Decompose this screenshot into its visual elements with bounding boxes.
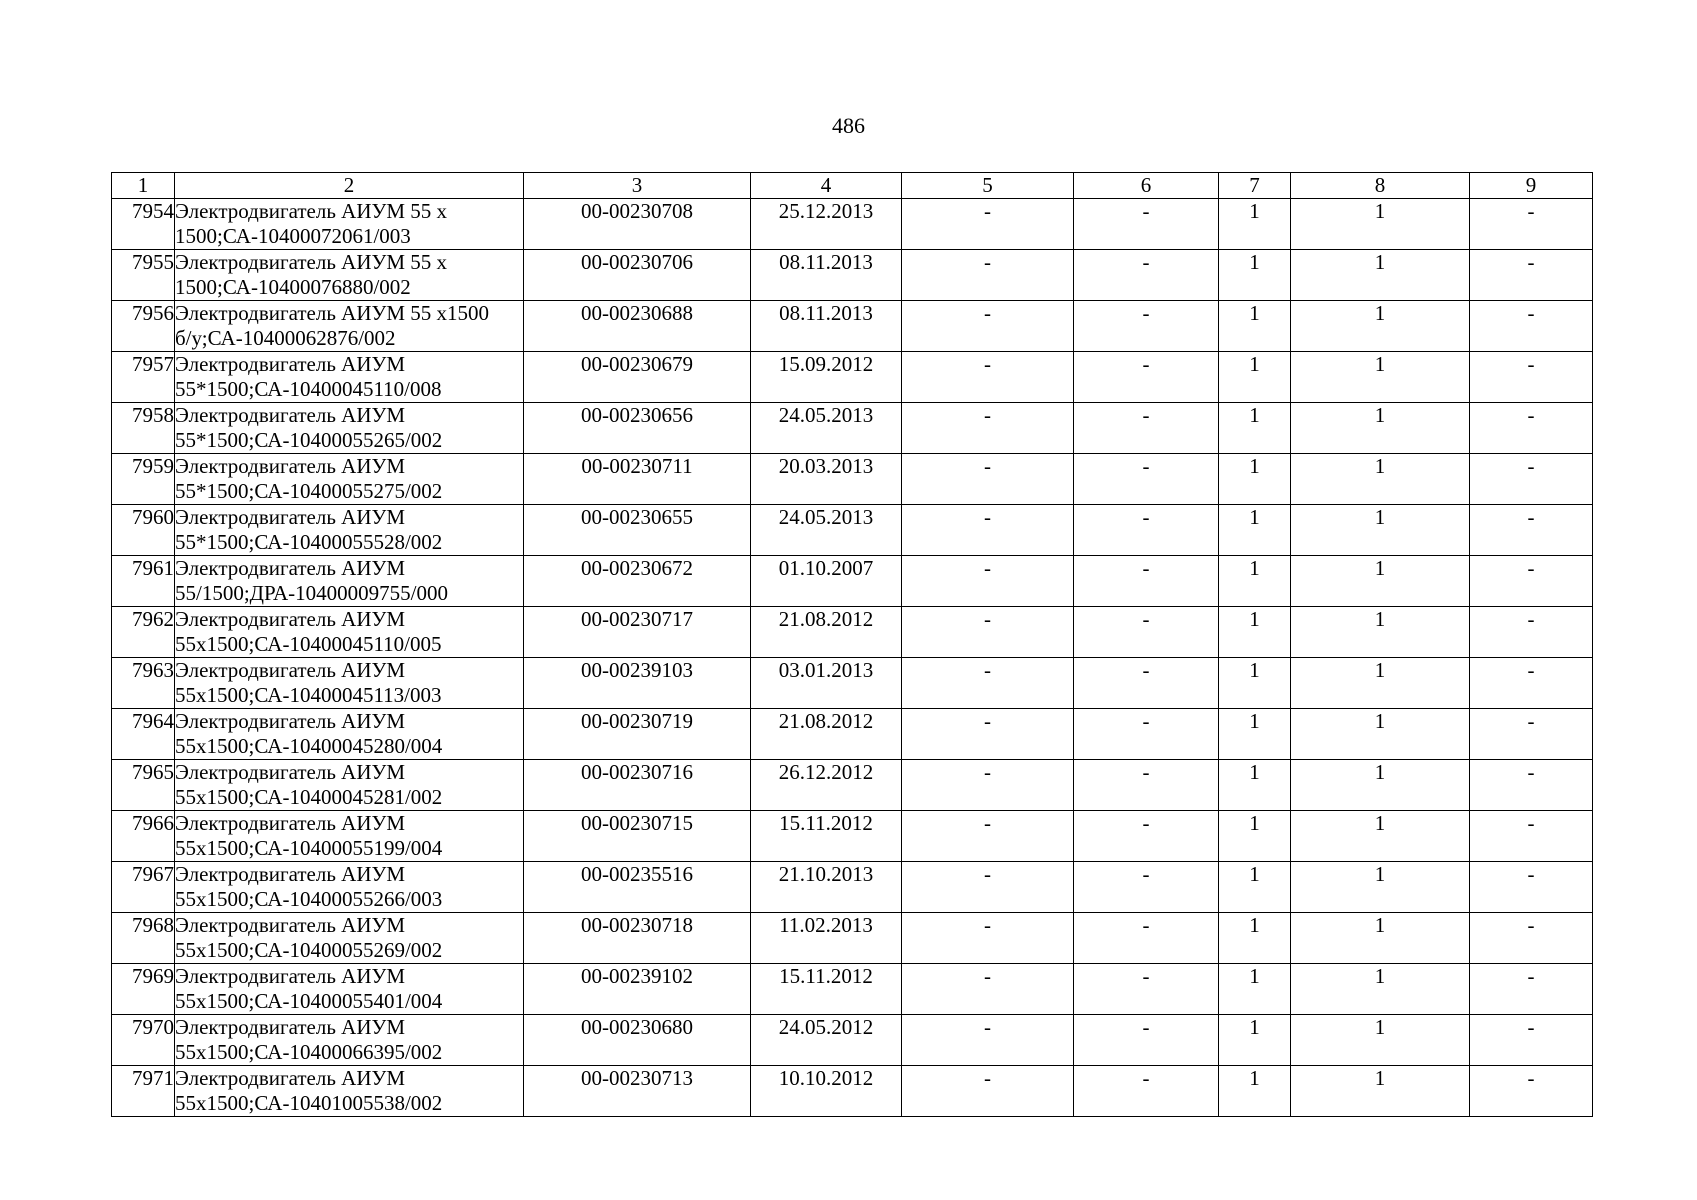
column-8-cell: 1 xyxy=(1291,250,1470,301)
column-5-cell: - xyxy=(902,1015,1074,1066)
column-6-cell: - xyxy=(1074,454,1219,505)
column-9-cell: - xyxy=(1470,709,1593,760)
item-name-cell xyxy=(175,454,524,505)
item-name-cell xyxy=(175,556,524,607)
item-name-line-2: 55*1500;СА-10400055528/002 xyxy=(175,529,443,554)
item-name-line-1: Электродвигатель АИУМ xyxy=(175,964,406,988)
item-name-line-1: Электродвигатель АИУМ xyxy=(175,862,406,886)
item-name-line-1: Электродвигатель АИУМ xyxy=(175,556,406,580)
table-header xyxy=(112,173,1593,199)
column-6-cell: - xyxy=(1074,250,1219,301)
row-number-cell: 7955 xyxy=(112,250,175,301)
column-5-cell: - xyxy=(902,862,1074,913)
item-name-cell xyxy=(175,1015,524,1066)
column-9-cell: - xyxy=(1470,505,1593,556)
inventory-code-cell: 00-00230713 xyxy=(524,1066,751,1117)
inventory-code-cell: 00-00230688 xyxy=(524,301,751,352)
column-8-cell: 1 xyxy=(1291,301,1470,352)
item-name-line-2: 55*1500;СА-10400045110/008 xyxy=(175,376,442,401)
table-row xyxy=(112,250,1593,301)
table-body xyxy=(112,199,1593,1117)
row-number-cell: 7962 xyxy=(112,607,175,658)
date-cell: 15.09.2012 xyxy=(751,352,902,403)
date-cell: 15.11.2012 xyxy=(751,811,902,862)
inventory-code-cell: 00-00230717 xyxy=(524,607,751,658)
column-5-cell: - xyxy=(902,709,1074,760)
row-number-cell: 7970 xyxy=(112,1015,175,1066)
column-9-cell: - xyxy=(1470,199,1593,250)
inventory-code-cell: 00-00230715 xyxy=(524,811,751,862)
column-9-cell: - xyxy=(1470,403,1593,454)
item-name-cell xyxy=(175,199,524,250)
column-7-cell: 1 xyxy=(1219,1015,1291,1066)
item-name-cell xyxy=(175,760,524,811)
column-5-cell: - xyxy=(902,811,1074,862)
item-name-line-2: б/у;СА-10400062876/002 xyxy=(175,325,396,350)
item-name-cell xyxy=(175,352,524,403)
column-7-cell: 1 xyxy=(1219,1066,1291,1117)
item-name-line-2: 55х1500;СА-10400055199/004 xyxy=(175,835,443,860)
inventory-code-cell: 00-00230719 xyxy=(524,709,751,760)
column-8-cell: 1 xyxy=(1291,913,1470,964)
column-7-cell: 1 xyxy=(1219,505,1291,556)
column-5-cell: - xyxy=(902,556,1074,607)
column-5-cell: - xyxy=(902,250,1074,301)
row-number-cell: 7966 xyxy=(112,811,175,862)
column-5-cell: - xyxy=(902,352,1074,403)
column-6-cell: - xyxy=(1074,607,1219,658)
column-header-3: 3 xyxy=(524,173,751,199)
inventory-code-cell: 00-00230656 xyxy=(524,403,751,454)
row-number-cell: 7963 xyxy=(112,658,175,709)
date-cell: 08.11.2013 xyxy=(751,301,902,352)
column-6-cell: - xyxy=(1074,352,1219,403)
column-6-cell: - xyxy=(1074,862,1219,913)
column-8-cell: 1 xyxy=(1291,505,1470,556)
column-9-cell: - xyxy=(1470,1066,1593,1117)
row-number-cell: 7968 xyxy=(112,913,175,964)
column-8-cell: 1 xyxy=(1291,658,1470,709)
item-name-cell xyxy=(175,505,524,556)
item-name-cell xyxy=(175,301,524,352)
column-8-cell: 1 xyxy=(1291,1015,1470,1066)
table-row xyxy=(112,964,1593,1015)
column-6-cell: - xyxy=(1074,964,1219,1015)
column-header-6: 6 xyxy=(1074,173,1219,199)
row-number-cell: 7957 xyxy=(112,352,175,403)
column-8-cell: 1 xyxy=(1291,607,1470,658)
column-6-cell: - xyxy=(1074,1066,1219,1117)
column-8-cell: 1 xyxy=(1291,760,1470,811)
item-name-line-1: Электродвигатель АИУМ xyxy=(175,505,406,529)
column-7-cell: 1 xyxy=(1219,811,1291,862)
item-name-line-1: Электродвигатель АИУМ xyxy=(175,709,406,733)
column-7-cell: 1 xyxy=(1219,556,1291,607)
column-header-7: 7 xyxy=(1219,173,1291,199)
column-6-cell: - xyxy=(1074,760,1219,811)
inventory-table xyxy=(111,172,1593,1117)
column-7-cell: 1 xyxy=(1219,352,1291,403)
table-row xyxy=(112,199,1593,250)
date-cell: 15.11.2012 xyxy=(751,964,902,1015)
row-number-cell: 7959 xyxy=(112,454,175,505)
column-9-cell: - xyxy=(1470,760,1593,811)
header-row xyxy=(112,173,1593,199)
table-row xyxy=(112,760,1593,811)
inventory-code-cell: 00-00239102 xyxy=(524,964,751,1015)
inventory-code-cell: 00-00239103 xyxy=(524,658,751,709)
item-name-line-2: 55х1500;СА-10400055269/002 xyxy=(175,937,443,962)
inventory-code-cell: 00-00230679 xyxy=(524,352,751,403)
inventory-code-cell: 00-00230708 xyxy=(524,199,751,250)
column-9-cell: - xyxy=(1470,607,1593,658)
column-8-cell: 1 xyxy=(1291,556,1470,607)
column-6-cell: - xyxy=(1074,658,1219,709)
column-8-cell: 1 xyxy=(1291,709,1470,760)
table-row xyxy=(112,1015,1593,1066)
item-name-line-2: 55/1500;ДРА-10400009755/000 xyxy=(175,580,448,605)
item-name-cell xyxy=(175,607,524,658)
item-name-line-1: Электродвигатель АИУМ xyxy=(175,607,406,631)
column-8-cell: 1 xyxy=(1291,1066,1470,1117)
item-name-cell xyxy=(175,709,524,760)
item-name-line-1: Электродвигатель АИУМ 55 х xyxy=(175,250,448,274)
column-5-cell: - xyxy=(902,199,1074,250)
item-name-line-2: 55х1500;СА-10400066395/002 xyxy=(175,1039,443,1064)
table-row xyxy=(112,454,1593,505)
column-header-9: 9 xyxy=(1470,173,1593,199)
inventory-code-cell: 00-00230718 xyxy=(524,913,751,964)
column-7-cell: 1 xyxy=(1219,709,1291,760)
table-row xyxy=(112,505,1593,556)
column-5-cell: - xyxy=(902,1066,1074,1117)
date-cell: 08.11.2013 xyxy=(751,250,902,301)
date-cell: 21.10.2013 xyxy=(751,862,902,913)
item-name-cell xyxy=(175,811,524,862)
table-row xyxy=(112,709,1593,760)
item-name-cell xyxy=(175,913,524,964)
item-name-line-2: 55х1500;СА-10400045281/002 xyxy=(175,784,443,809)
column-9-cell: - xyxy=(1470,454,1593,505)
column-5-cell: - xyxy=(902,964,1074,1015)
item-name-line-2: 55*1500;СА-10400055275/002 xyxy=(175,478,443,503)
row-number-cell: 7971 xyxy=(112,1066,175,1117)
column-8-cell: 1 xyxy=(1291,454,1470,505)
item-name-line-1: Электродвигатель АИУМ xyxy=(175,403,406,427)
column-6-cell: - xyxy=(1074,199,1219,250)
date-cell: 20.03.2013 xyxy=(751,454,902,505)
date-cell: 25.12.2013 xyxy=(751,199,902,250)
item-name-line-1: Электродвигатель АИУМ xyxy=(175,352,406,376)
item-name-cell xyxy=(175,862,524,913)
column-7-cell: 1 xyxy=(1219,964,1291,1015)
column-9-cell: - xyxy=(1470,964,1593,1015)
row-number-cell: 7961 xyxy=(112,556,175,607)
table-row xyxy=(112,913,1593,964)
row-number-cell: 7965 xyxy=(112,760,175,811)
table-row xyxy=(112,811,1593,862)
column-header-4: 4 xyxy=(751,173,902,199)
column-8-cell: 1 xyxy=(1291,811,1470,862)
column-8-cell: 1 xyxy=(1291,403,1470,454)
column-6-cell: - xyxy=(1074,709,1219,760)
item-name-line-1: Электродвигатель АИУМ xyxy=(175,1015,406,1039)
table-row xyxy=(112,862,1593,913)
table-row xyxy=(112,607,1593,658)
column-9-cell: - xyxy=(1470,658,1593,709)
item-name-line-1: Электродвигатель АИУМ 55 х xyxy=(175,199,448,223)
column-7-cell: 1 xyxy=(1219,250,1291,301)
date-cell: 01.10.2007 xyxy=(751,556,902,607)
column-9-cell: - xyxy=(1470,352,1593,403)
column-9-cell: - xyxy=(1470,556,1593,607)
table-row xyxy=(112,1066,1593,1117)
column-7-cell: 1 xyxy=(1219,301,1291,352)
item-name-line-1: Электродвигатель АИУМ 55 х1500 xyxy=(175,301,490,325)
column-5-cell: - xyxy=(902,607,1074,658)
row-number-cell: 7954 xyxy=(112,199,175,250)
item-name-cell xyxy=(175,250,524,301)
date-cell: 24.05.2012 xyxy=(751,1015,902,1066)
inventory-code-cell: 00-00230655 xyxy=(524,505,751,556)
item-name-cell xyxy=(175,658,524,709)
item-name-line-1: Электродвигатель АИУМ xyxy=(175,1066,406,1090)
inventory-code-cell: 00-00230706 xyxy=(524,250,751,301)
date-cell: 24.05.2013 xyxy=(751,403,902,454)
page-number: 486 xyxy=(832,113,865,138)
date-cell: 11.02.2013 xyxy=(751,913,902,964)
date-cell: 26.12.2012 xyxy=(751,760,902,811)
column-7-cell: 1 xyxy=(1219,199,1291,250)
column-6-cell: - xyxy=(1074,556,1219,607)
item-name-line-2: 55*1500;СА-10400055265/002 xyxy=(175,427,443,452)
item-name-line-2: 55х1500;СА-10401005538/002 xyxy=(175,1090,443,1115)
row-number-cell: 7967 xyxy=(112,862,175,913)
column-7-cell: 1 xyxy=(1219,454,1291,505)
column-header-2: 2 xyxy=(175,173,524,199)
column-9-cell: - xyxy=(1470,1015,1593,1066)
inventory-code-cell: 00-00230672 xyxy=(524,556,751,607)
date-cell: 03.01.2013 xyxy=(751,658,902,709)
column-7-cell: 1 xyxy=(1219,862,1291,913)
column-6-cell: - xyxy=(1074,1015,1219,1066)
column-7-cell: 1 xyxy=(1219,760,1291,811)
column-7-cell: 1 xyxy=(1219,658,1291,709)
item-name-line-1: Электродвигатель АИУМ xyxy=(175,454,406,478)
table-row xyxy=(112,658,1593,709)
column-6-cell: - xyxy=(1074,811,1219,862)
column-5-cell: - xyxy=(902,301,1074,352)
column-5-cell: - xyxy=(902,760,1074,811)
date-cell: 24.05.2013 xyxy=(751,505,902,556)
row-number-cell: 7969 xyxy=(112,964,175,1015)
column-5-cell: - xyxy=(902,454,1074,505)
column-6-cell: - xyxy=(1074,913,1219,964)
row-number-cell: 7958 xyxy=(112,403,175,454)
column-8-cell: 1 xyxy=(1291,964,1470,1015)
inventory-code-cell: 00-00230711 xyxy=(524,454,751,505)
column-6-cell: - xyxy=(1074,301,1219,352)
table-row xyxy=(112,556,1593,607)
item-name-cell xyxy=(175,1066,524,1117)
item-name-line-1: Электродвигатель АИУМ xyxy=(175,658,406,682)
column-8-cell: 1 xyxy=(1291,199,1470,250)
item-name-line-2: 55х1500;СА-10400045280/004 xyxy=(175,733,443,758)
item-name-line-2: 1500;СА-10400076880/002 xyxy=(175,274,411,299)
date-cell: 10.10.2012 xyxy=(751,1066,902,1117)
item-name-line-1: Электродвигатель АИУМ xyxy=(175,913,406,937)
column-9-cell: - xyxy=(1470,811,1593,862)
row-number-cell: 7960 xyxy=(112,505,175,556)
date-cell: 21.08.2012 xyxy=(751,607,902,658)
column-header-5: 5 xyxy=(902,173,1074,199)
column-5-cell: - xyxy=(902,658,1074,709)
column-7-cell: 1 xyxy=(1219,607,1291,658)
inventory-code-cell: 00-00235516 xyxy=(524,862,751,913)
column-6-cell: - xyxy=(1074,505,1219,556)
item-name-line-2: 55х1500;СА-10400045110/005 xyxy=(175,631,442,656)
date-cell: 21.08.2012 xyxy=(751,709,902,760)
table-row xyxy=(112,352,1593,403)
item-name-cell xyxy=(175,964,524,1015)
inventory-code-cell: 00-00230680 xyxy=(524,1015,751,1066)
item-name-line-1: Электродвигатель АИУМ xyxy=(175,760,406,784)
column-9-cell: - xyxy=(1470,913,1593,964)
row-number-cell: 7956 xyxy=(112,301,175,352)
item-name-line-2: 55х1500;СА-10400055266/003 xyxy=(175,886,443,911)
table-row xyxy=(112,403,1593,454)
column-9-cell: - xyxy=(1470,301,1593,352)
column-5-cell: - xyxy=(902,403,1074,454)
row-number-cell: 7964 xyxy=(112,709,175,760)
column-5-cell: - xyxy=(902,505,1074,556)
column-9-cell: - xyxy=(1470,250,1593,301)
inventory-code-cell: 00-00230716 xyxy=(524,760,751,811)
column-5-cell: - xyxy=(902,913,1074,964)
item-name-line-2: 55х1500;СА-10400045113/003 xyxy=(175,682,442,707)
column-header-1: 1 xyxy=(112,173,175,199)
column-header-8: 8 xyxy=(1291,173,1470,199)
item-name-cell xyxy=(175,403,524,454)
item-name-line-2: 55х1500;СА-10400055401/004 xyxy=(175,988,443,1013)
column-6-cell: - xyxy=(1074,403,1219,454)
column-7-cell: 1 xyxy=(1219,913,1291,964)
item-name-line-2: 1500;СА-10400072061/003 xyxy=(175,223,411,248)
table-row xyxy=(112,301,1593,352)
column-7-cell: 1 xyxy=(1219,403,1291,454)
column-8-cell: 1 xyxy=(1291,352,1470,403)
item-name-line-1: Электродвигатель АИУМ xyxy=(175,811,406,835)
column-8-cell: 1 xyxy=(1291,862,1470,913)
column-9-cell: - xyxy=(1470,862,1593,913)
